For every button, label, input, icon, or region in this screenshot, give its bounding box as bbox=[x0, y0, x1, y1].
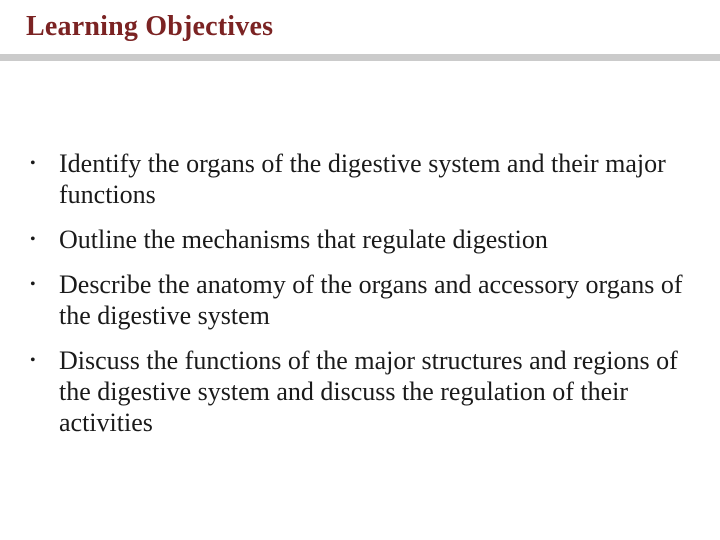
objective-text: Discuss the functions of the major structures and regions of the digestive system and discuss the regulation of their activities bbox=[59, 346, 678, 437]
bullet-icon: • bbox=[30, 155, 36, 172]
objective-item bbox=[30, 345, 700, 438]
bullet-icon: • bbox=[30, 231, 36, 248]
slide-title: Learning Objectives bbox=[26, 11, 274, 42]
title-divider bbox=[0, 54, 720, 61]
objective-text: Describe the anatomy of the organs and accessory organs of the digestive system bbox=[59, 270, 683, 330]
objective-text: Identify the organs of the digestive system and their major functions bbox=[59, 149, 666, 209]
objective-item bbox=[30, 269, 700, 331]
bullet-icon: • bbox=[30, 352, 36, 369]
bullet-icon: • bbox=[30, 276, 36, 293]
objective-text: Outline the mechanisms that regulate digestion bbox=[59, 225, 548, 254]
objective-item bbox=[30, 224, 700, 255]
objectives-list bbox=[30, 148, 700, 452]
objective-item bbox=[30, 148, 700, 210]
